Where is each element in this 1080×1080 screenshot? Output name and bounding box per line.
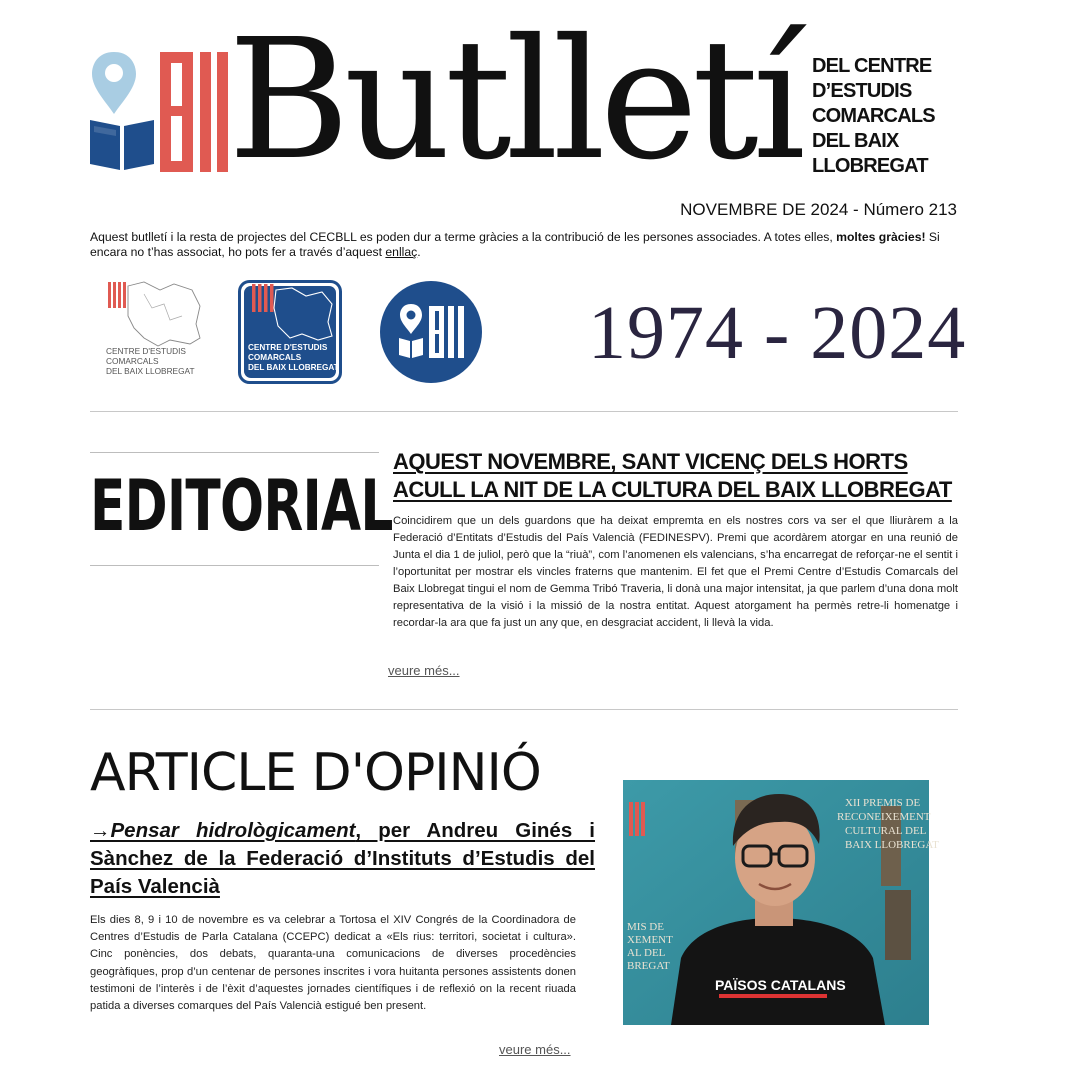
editorial-headline-link[interactable] [393,448,963,504]
masthead-subtitle [812,54,962,179]
anniversary-years: 1974 - 2024 [588,291,967,375]
photo-side-line: AL DEL [627,947,666,959]
cecbll-logo [90,48,230,174]
intro-end: . [417,245,421,259]
article-body: Els dies 8, 9 i 10 de novembre es va celebrar a Tortosa el XIV Congrés de la Coordinadora de Centres d’Estudis de Parla Catalana (CCEPC) dedicat a «Els rius: territori, societat i cultura». Cinc ponències, dos debats, quaranta-una comunicacions de diverses procedències geogràfiques, prop d’un centenar de persones inscrites i vora huitanta persones assistents donen testimoni de l’interès i de l’èxit d’aquestes jornades científiques i de reflexió on la recent riuada patida a diverses comarques del País Valencià estigué ben present. [90,914,576,1013]
editorial-headline-line: AQUEST NOVEMBRE, SANT VICENÇ DELS HORTS [393,449,908,474]
historic-logo-line: CENTRE D'ESTUDIS [106,346,186,356]
photo-banner-line: BAIX LLOBREGAT [845,839,939,851]
masthead-title: Butlletí [228,4,800,197]
intro-text [90,230,958,260]
editorial-section-label: EDITORIAL [90,465,393,547]
editorial-body: Coincidirem que un dels guardons que ha deixat empremta en els nostres cors va ser el que lliuràrem a la Federació d’Entitats d’Estudis del País Valencià (FEDINESPV). Premi que acordàrem atorgar en una reunió de Junta el dia 1 de juliol, però que la “riuà”, com l’anomenen els valencians, s’ha encarregat de reforçar-ne el sentit i l’oportunitat per mostrar els vincles fraterns que mantenim. El fet que el Premi Centre d’Estudis Comarcals del Baix Llobregat tingui el nom de Gemma Tribó Traveria, li donà una major intensitat, ja que parlem d’una dona molt representativa de la visió i la missió de la nostra entitat. Aquest atorgament ha permès retre-li homenatge i recordar-la ara que fa just un any que, en desgraciat accident, li llevà la vida. [393,515,958,629]
arrow-icon: → [90,819,111,842]
masthead-subtitle-line: COMARCALS [812,105,935,127]
divider [90,709,958,710]
article-title-italic: Pensar hidrològicament [110,819,356,842]
intro-text-after: Si encara no t’has associat, ho pots fer a través d’aquest [90,230,940,259]
historic-logo-1974 [100,280,204,382]
divider [90,411,958,412]
masthead-subtitle-line: LLOBREGAT [812,155,928,177]
issue-date-number: NOVEMBRE DE 2024 - Número 213 [680,200,957,219]
author-photo [623,780,939,1025]
historic-logo-line: COMARCALS [106,356,159,366]
logo-blue-square [238,280,342,384]
masthead-subtitle-line: DEL BAIX [812,130,899,152]
mid-logo-line: CENTRE D'ESTUDIS [248,343,328,352]
photo-banner-line: CULTURAL DEL [845,825,927,837]
mid-logo-line: COMARCALS [248,353,302,362]
logo-blue-circle [379,280,483,384]
intro-text-before: Aquest butlletí i la resta de projectes del CECBLL es poden dur a terme gràcies a la contribució de les persones associades. A totes elles, [90,230,837,244]
photo-side-line: XEMENT [627,934,673,946]
article-read-more-link[interactable]: veure més... [499,1042,571,1057]
editorial-headline-line: ACULL LA NIT DE LA CULTURA DEL BAIX LLOBREGAT [393,477,952,502]
masthead-subtitle-line: D’ESTUDIS [812,80,912,102]
masthead-subtitle-line: DEL CENTRE [812,55,932,77]
mid-logo-line: DEL BAIX LLOBREGAT [248,363,339,372]
intro-thanks: moltes gràcies! [836,230,926,244]
historic-logo-line: DEL BAIX LLOBREGAT [106,366,195,376]
photo-banner-line: XII PREMIS DE [845,797,921,809]
article-section-heading: ARTICLE D'OPINIÓ [90,743,541,803]
photo-side-line: BREGAT [627,960,670,972]
article-title-rest: , per Andreu Ginés i Sànchez de la Federació d’Instituts d’Estudis del País Valencià [90,819,596,898]
membership-link[interactable]: enllaç [385,245,418,259]
shirt-print: PAÏSOS CATALANS [715,977,846,993]
photo-banner-line: RECONEIXEMENT [837,811,931,823]
article-title-link[interactable] [90,817,595,901]
editorial-read-more-link[interactable]: veure més... [388,663,460,678]
photo-side-line: MIS DE [627,921,664,933]
